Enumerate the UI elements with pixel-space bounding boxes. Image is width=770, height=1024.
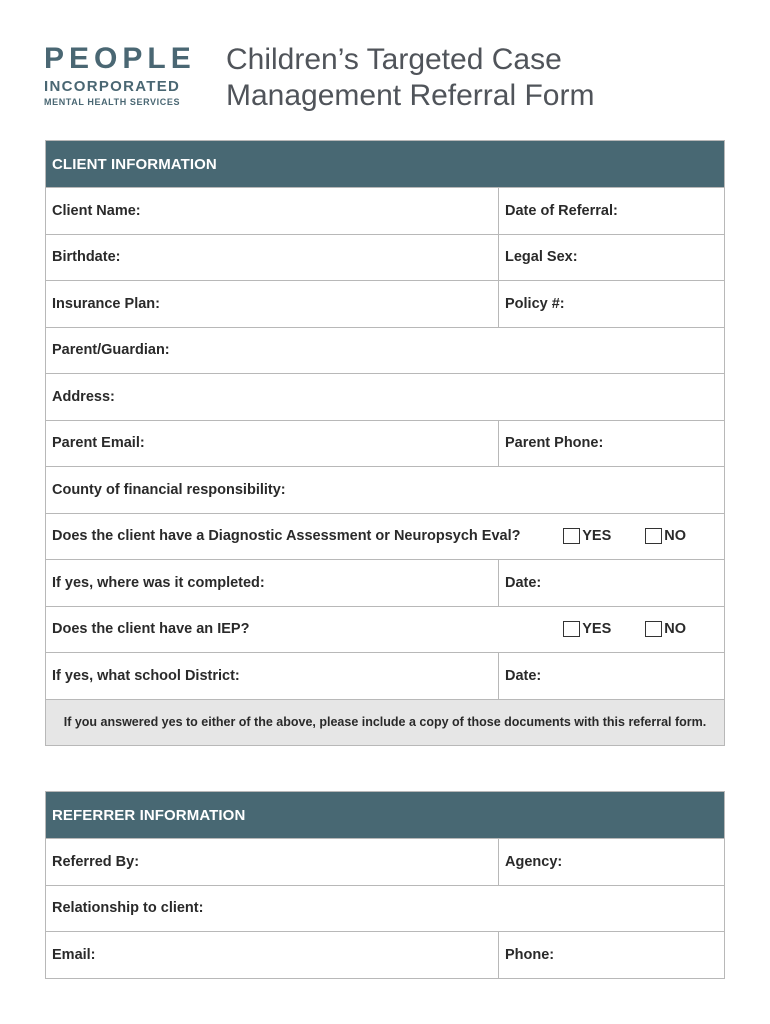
birthdate-field[interactable]: Birthdate: bbox=[46, 235, 499, 281]
referrer-phone-field[interactable]: Phone: bbox=[505, 946, 555, 963]
diagnostic-assessment-options bbox=[563, 528, 686, 544]
page-title-line-2: Management Referral Form bbox=[226, 79, 595, 112]
insurance-plan-field[interactable]: Insurance Plan: bbox=[46, 281, 499, 327]
logo-people-text: PEOPLE bbox=[44, 42, 196, 75]
page-title bbox=[226, 42, 594, 114]
address-field[interactable]: Address: bbox=[52, 388, 115, 405]
table-row bbox=[46, 513, 724, 560]
table-row bbox=[46, 838, 724, 885]
referrer-email-field[interactable]: Email: bbox=[46, 932, 499, 978]
table-row bbox=[46, 466, 724, 513]
iep-options bbox=[563, 621, 686, 637]
iep-yes-option[interactable] bbox=[563, 621, 611, 637]
county-field[interactable]: County of financial responsibility: bbox=[52, 481, 286, 498]
table-row bbox=[46, 280, 724, 327]
diagnostic-assessment-question bbox=[46, 514, 724, 560]
assessment-date-field[interactable]: Date: bbox=[505, 574, 542, 591]
diagnostic-no-checkbox[interactable] bbox=[645, 528, 662, 544]
table-row bbox=[46, 931, 724, 978]
documents-note: If you answered yes to either of the above, please include a copy of those documents with this referral form. bbox=[46, 699, 724, 746]
client-information-header: CLIENT INFORMATION bbox=[46, 141, 724, 187]
iep-yes-label: YES bbox=[582, 621, 612, 638]
client-name-field[interactable]: Client Name: bbox=[46, 188, 499, 234]
diagnostic-assessment-label: Does the client have a Diagnostic Assessment or Neuropsych Eval? bbox=[52, 528, 521, 545]
table-row bbox=[46, 234, 724, 281]
diagnostic-no-label: NO bbox=[664, 528, 686, 545]
legal-sex-field[interactable]: Legal Sex: bbox=[505, 249, 578, 266]
table-row bbox=[46, 327, 724, 374]
iep-yes-checkbox[interactable] bbox=[563, 621, 580, 637]
date-of-referral-field[interactable]: Date of Referral: bbox=[505, 202, 618, 219]
iep-label: Does the client have an IEP? bbox=[52, 621, 250, 638]
logo-mental-health-services-text: MENTAL HEALTH SERVICES bbox=[44, 97, 181, 107]
iep-question bbox=[46, 607, 724, 653]
relationship-field[interactable]: Relationship to client: bbox=[52, 900, 204, 917]
where-completed-field[interactable]: If yes, where was it completed: bbox=[46, 560, 499, 606]
referrer-information-table bbox=[45, 791, 725, 979]
parent-guardian-field[interactable]: Parent/Guardian: bbox=[52, 342, 170, 359]
table-row bbox=[46, 559, 724, 606]
logo bbox=[44, 42, 196, 108]
iep-no-checkbox[interactable] bbox=[645, 621, 662, 637]
iep-date-field[interactable]: Date: bbox=[505, 667, 542, 684]
policy-number-field[interactable]: Policy #: bbox=[505, 295, 565, 312]
table-row bbox=[46, 373, 724, 420]
diagnostic-yes-option[interactable] bbox=[563, 528, 611, 544]
table-row bbox=[46, 606, 724, 653]
table-row bbox=[46, 885, 724, 932]
table-row bbox=[46, 420, 724, 467]
table-row bbox=[46, 652, 724, 699]
page-title-line-1: Children’s Targeted Case bbox=[226, 43, 562, 76]
table-row bbox=[46, 187, 724, 234]
agency-field[interactable]: Agency: bbox=[505, 853, 563, 870]
diagnostic-yes-checkbox[interactable] bbox=[563, 528, 580, 544]
iep-no-option[interactable] bbox=[645, 621, 686, 637]
parent-phone-field[interactable]: Parent Phone: bbox=[505, 435, 604, 452]
diagnostic-no-option[interactable] bbox=[645, 528, 686, 544]
diagnostic-yes-label: YES bbox=[582, 528, 612, 545]
school-district-field[interactable]: If yes, what school District: bbox=[46, 653, 499, 699]
iep-no-label: NO bbox=[664, 621, 686, 638]
logo-incorporated-text: INCORPORATED bbox=[44, 78, 181, 95]
referred-by-field[interactable]: Referred By: bbox=[46, 839, 499, 885]
client-information-table bbox=[45, 140, 725, 746]
referrer-information-header: REFERRER INFORMATION bbox=[46, 792, 724, 838]
parent-email-field[interactable]: Parent Email: bbox=[46, 421, 499, 467]
